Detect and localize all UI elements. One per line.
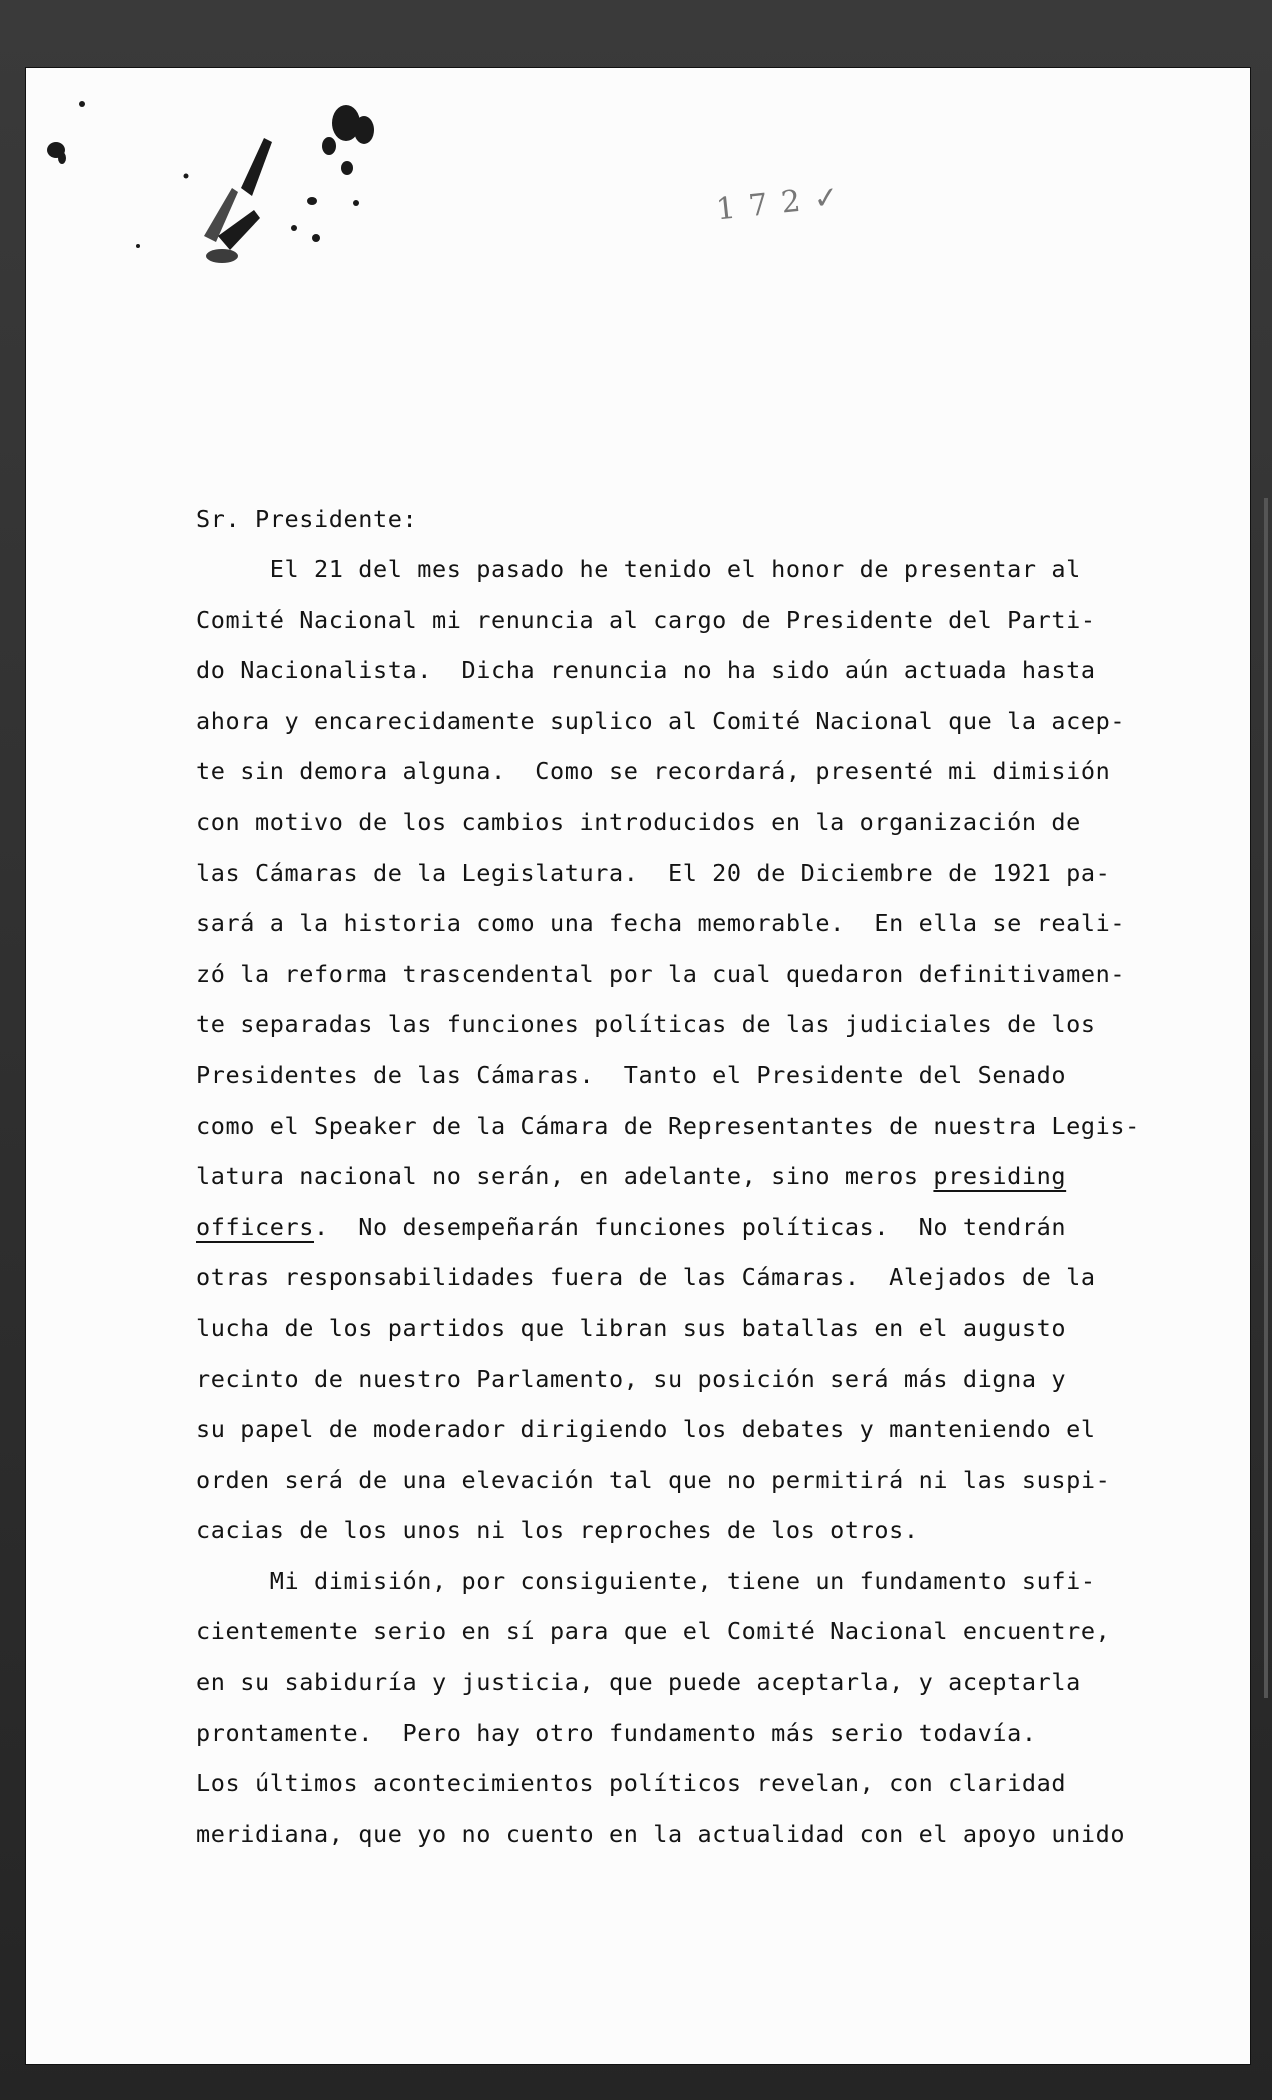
text-line: Presidentes de las Cámaras. Tanto el Presidente del Senado	[196, 1060, 1067, 1089]
text-line: Mi dimisión, por consiguiente, tiene un fundamento sufi-	[196, 1566, 1096, 1595]
letter-body	[196, 494, 1196, 1859]
text-line: te sin demora alguna. Como se recordará, presenté mi dimisión	[196, 757, 1111, 786]
text-line: como el Speaker de la Cámara de Representantes de nuestra Legis-	[196, 1111, 1140, 1140]
text-line: meridiana, que yo no cuento en la actualidad con el apoyo unido	[196, 1819, 1126, 1848]
ink-blot-marks	[26, 68, 1250, 468]
text-line: do Nacionalista. Dicha renuncia no ha sido aún actuada hasta	[196, 656, 1096, 685]
text-line: otras responsabilidades fuera de las Cámaras. Alejados de la	[196, 1263, 1096, 1292]
text-line: ahora y encarecidamente suplico al Comité Nacional que la acep-	[196, 706, 1126, 735]
text-line: con motivo de los cambios introducidos en la organización de	[196, 807, 1081, 836]
text-segment: latura nacional no serán, en adelante, sino meros	[196, 1162, 934, 1191]
handwritten-page-mark: 1 7 2 ✓	[714, 179, 843, 228]
text-line: Comité Nacional mi renuncia al cargo de Presidente del Parti-	[196, 605, 1096, 634]
text-line-with-underline	[196, 1151, 1196, 1202]
text-line: lucha de los partidos que libran sus batallas en el augusto	[196, 1313, 1067, 1342]
text-line: su papel de moderador dirigiendo los debates y manteniendo el	[196, 1415, 1096, 1444]
text-line: Los últimos acontecimientos políticos revelan, con claridad	[196, 1769, 1067, 1798]
text-line: te separadas las funciones políticas de las judiciales de los	[196, 1010, 1096, 1039]
text-line: sará a la historia como una fecha memorable. En ella se reali-	[196, 909, 1126, 938]
text-line: zó la reforma trascendental por la cual quedaron definitivamen-	[196, 959, 1126, 988]
text-line-with-underline	[196, 1202, 1196, 1253]
salutation: Sr. Presidente:	[196, 505, 418, 533]
text-line: orden será de una elevación tal que no permitirá ni las suspi-	[196, 1465, 1111, 1494]
text-line: las Cámaras de la Legislatura. El 20 de Diciembre de 1921 pa-	[196, 858, 1111, 887]
underlined-term: officers	[196, 1212, 314, 1241]
text-line: prontamente. Pero hay otro fundamento más serio todavía.	[196, 1718, 1037, 1747]
text-segment: . No desempeñarán funciones políticas. No tendrán	[314, 1212, 1067, 1241]
text-line: cientemente serio en sí para que el Comité Nacional encuentre,	[196, 1617, 1111, 1646]
underlined-term: presiding	[933, 1162, 1067, 1191]
text-line: El 21 del mes pasado he tenido el honor de presentar al	[196, 555, 1081, 583]
text-line: en su sabiduría y justicia, que puede aceptarla, y aceptarla	[196, 1668, 1081, 1697]
text-line: recinto de nuestro Parlamento, su posición será más digna y	[196, 1364, 1067, 1393]
text-line: cacias de los unos ni los reproches de los otros.	[196, 1516, 919, 1545]
